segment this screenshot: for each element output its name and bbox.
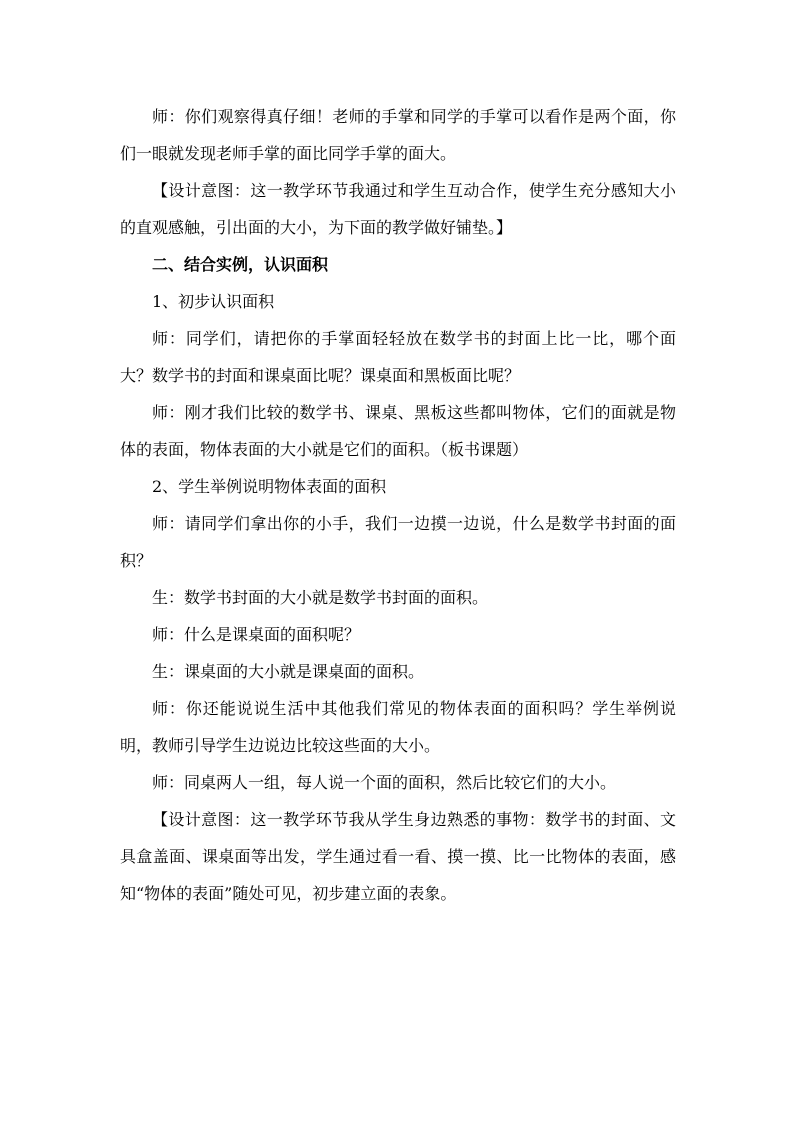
subheading-student-examples: 2、学生举例说明物体表面的面积 bbox=[152, 477, 387, 496]
subheading-initial-understanding: 1、初步认识面积 bbox=[152, 292, 275, 311]
paragraph-teacher-life-examples: 师：你还能说说生活中其他我们常见的物体表面的面积吗？学生举例说明，教师引导学生边说边比较这些面的大小。 bbox=[120, 699, 676, 755]
document-body bbox=[120, 98, 676, 912]
paragraph-teacher-observation: 师：你们观察得真仔细！老师的手掌和同学的手掌可以看作是两个面，你们一眼就发现老师手掌的面比同学手掌的面大。 bbox=[120, 107, 676, 163]
paragraph-teacher-question-book: 师：请同学们拿出你的小手，我们一边摸一边说，什么是数学书封面的面积？ bbox=[120, 514, 676, 570]
section-heading-area: 二、结合实例，认识面积 bbox=[152, 255, 329, 274]
paragraph-student-answer-book: 生：数学书封面的大小就是数学书封面的面积。 bbox=[152, 588, 489, 607]
paragraph-design-intent-2: 【设计意图：这一教学环节我从学生身边熟悉的事物：数学书的封面、文具盒盖面、课桌面等出发，学生通过看一看、摸一摸、比一比物体的表面，感知“物体的表面”随处可见，初步建立面的表象。 bbox=[120, 810, 676, 903]
paragraph-teacher-question-desk: 师：什么是课桌面的面积呢？ bbox=[152, 625, 361, 644]
paragraph-design-intent-1: 【设计意图：这一教学环节我通过和学生互动合作，使学生充分感知大小的直观感触，引出面的大小，为下面的教学做好铺垫。】 bbox=[120, 181, 676, 237]
paragraph-student-answer-desk: 生：课桌面的大小就是课桌面的面积。 bbox=[152, 662, 425, 681]
paragraph-pair-activity: 师：同桌两人一组，每人说一个面的面积，然后比较它们的大小。 bbox=[152, 773, 617, 792]
paragraph-surface-area-definition: 师：刚才我们比较的数学书、课桌、黑板这些都叫物体，它们的面就是物体的表面，物体表面的大小就是它们的面积。（板书课题） bbox=[120, 403, 676, 459]
paragraph-compare-hands: 师：同学们，请把你的手掌面轻轻放在数学书的封面上比一比，哪个面大？数学书的封面和课桌面比呢？课桌面和黑板面比呢？ bbox=[120, 329, 676, 385]
